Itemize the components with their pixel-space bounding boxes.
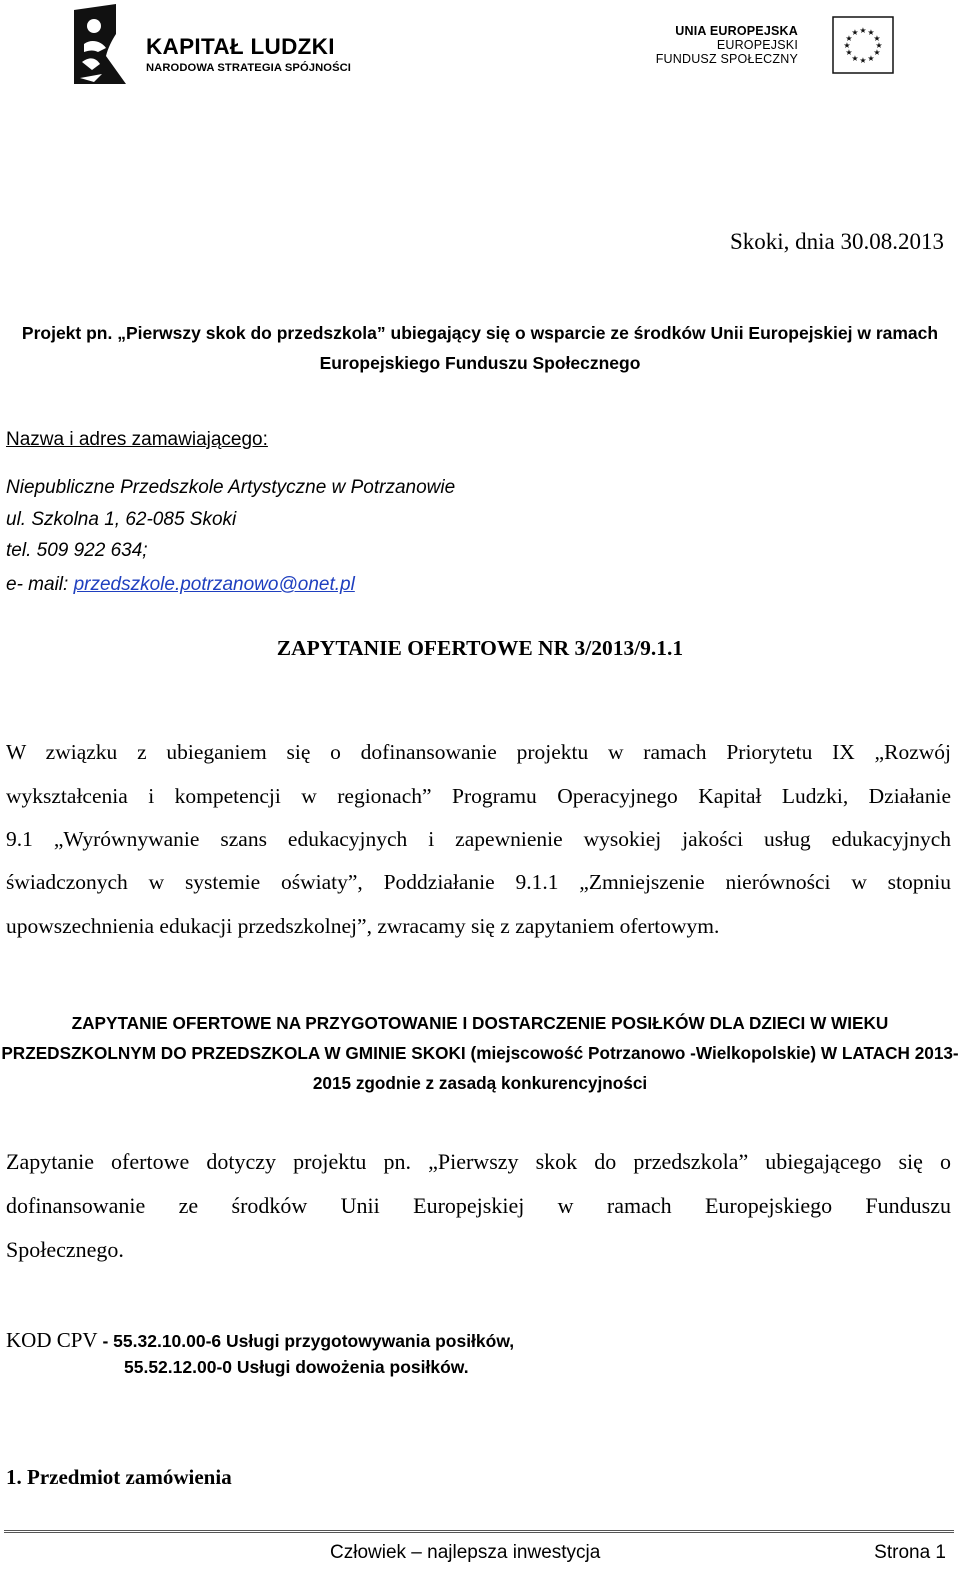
eu-logo-line3: FUNDUSZ SPOŁECZNY (655, 52, 798, 66)
ordering-party-street: ul. Szkolna 1, 62-085 Skoki (6, 509, 237, 530)
footer-slogan: Człowiek – najlepsza inwestycja (330, 1542, 601, 1563)
svg-text:★: ★ (867, 54, 875, 63)
section-1-heading: 1. Przedmiot zamówienia (6, 1465, 232, 1489)
email-link[interactable]: przedszkole.potrzanowo@onet.pl (73, 574, 355, 595)
project-heading (0, 318, 960, 378)
footer-page-number: Strona 1 (874, 1542, 946, 1563)
ordering-party-heading: Nazwa i adres zamawiającego: (6, 429, 268, 450)
email-label: e- mail: (6, 574, 74, 595)
ordering-party-name: Niepubliczne Przedszkole Artystyczne w Potrzanowie (6, 477, 456, 498)
kapital-ludzki-logo (72, 4, 352, 90)
cpv-line-1 (6, 1330, 514, 1351)
svg-text:★: ★ (845, 34, 853, 43)
svg-text:★: ★ (873, 48, 881, 57)
svg-text:★: ★ (843, 41, 851, 50)
svg-text:★: ★ (851, 54, 859, 63)
kapital-ludzki-subtitle: NARODOWA STRATEGIA SPÓJNOŚCI (146, 62, 352, 74)
intro-line-3: 9.1 „Wyrównywanie szans edukacyjnych i zapewnienie wysokiej jakości usług edukacyjnych (6, 827, 951, 851)
svg-text:★: ★ (851, 28, 859, 37)
cpv-label: KOD CPV (6, 1328, 103, 1352)
concerns-line-1: Zapytanie ofertowe dotyczy projektu pn. „Pierwszy skok do przedszkola” ubiegającego się o (6, 1149, 951, 1174)
inquiry-title: ZAPYTANIE OFERTOWE NA PRZYGOTOWANIE I DOSTARCZENIE POSIŁKÓW DLA DZIECI W WIEKU PRZEDSZKOLNYM DO PRZEDSZKOLA W GMINIE SKOKI (miejscowość Potrzanowo -Wielkopolskie) W LATACH 2013-2015 zgodnie z zasadą konkurencyjności (1, 1013, 959, 1093)
eu-logo-line1: UNIA EUROPEJSKA (675, 24, 798, 38)
eu-logo-line2: EUROPEJSKI (716, 38, 798, 52)
eu-flag-icon (832, 16, 894, 74)
cpv-code-2: 55.52.12.00-0 Usługi dowożenia posiłków. (124, 1357, 469, 1377)
svg-text:★: ★ (845, 48, 853, 57)
svg-text:★: ★ (875, 41, 883, 50)
concerns-line-3: Społecznego. (6, 1237, 124, 1262)
footer-divider (4, 1530, 954, 1533)
kapital-ludzki-emblem-icon (72, 4, 127, 86)
svg-text:★: ★ (873, 34, 881, 43)
intro-line-1: W związku z ubieganiem się o dofinansowanie projektu w ramach Priorytetu IX „Rozwój (6, 740, 951, 764)
intro-line-2: wykształcenia i kompetencji w regionach” Programu Operacyjnego Kapitał Ludzki, Działanie (6, 784, 951, 808)
intro-line-4: świadczonych w systemie oświaty”, Poddziałanie 9.1.1 „Zmniejszenie nierówności w stopniu (6, 870, 951, 894)
concerns-line-2: dofinansowanie ze środków Unii Europejskiej w ramach Europejskiego Funduszu (6, 1193, 951, 1218)
project-title: „Pierwszy skok do przedszkola” ubiegający się o wsparcie ze środków Unii Europejskiej w ramach Europejskiego Funduszu Społecznego (117, 323, 939, 373)
cpv-code-1: - 55.32.10.00-6 Usługi przygotowywania posiłków, (102, 1331, 515, 1351)
svg-text:★: ★ (859, 56, 867, 65)
svg-text:★: ★ (859, 26, 867, 35)
project-prefix: Projekt pn. (21, 323, 113, 343)
ordering-party-email-line (6, 575, 355, 594)
inquiry-number: ZAPYTANIE OFERTOWE NR 3/2013/9.1.1 (276, 636, 684, 660)
eu-logo (655, 16, 894, 76)
eu-logo-text (656, 24, 798, 66)
ordering-party-phone: tel. 509 922 634; (6, 540, 148, 561)
intro-line-5: upowszechnienia edukacji przedszkolnej”, zwracamy się z zapytaniem ofertowym. (6, 914, 720, 938)
kapital-ludzki-title: KAPITAŁ LUDZKI (146, 34, 335, 59)
document-date: Skoki, dnia 30.08.2013 (729, 229, 944, 254)
svg-text:★: ★ (867, 28, 875, 37)
